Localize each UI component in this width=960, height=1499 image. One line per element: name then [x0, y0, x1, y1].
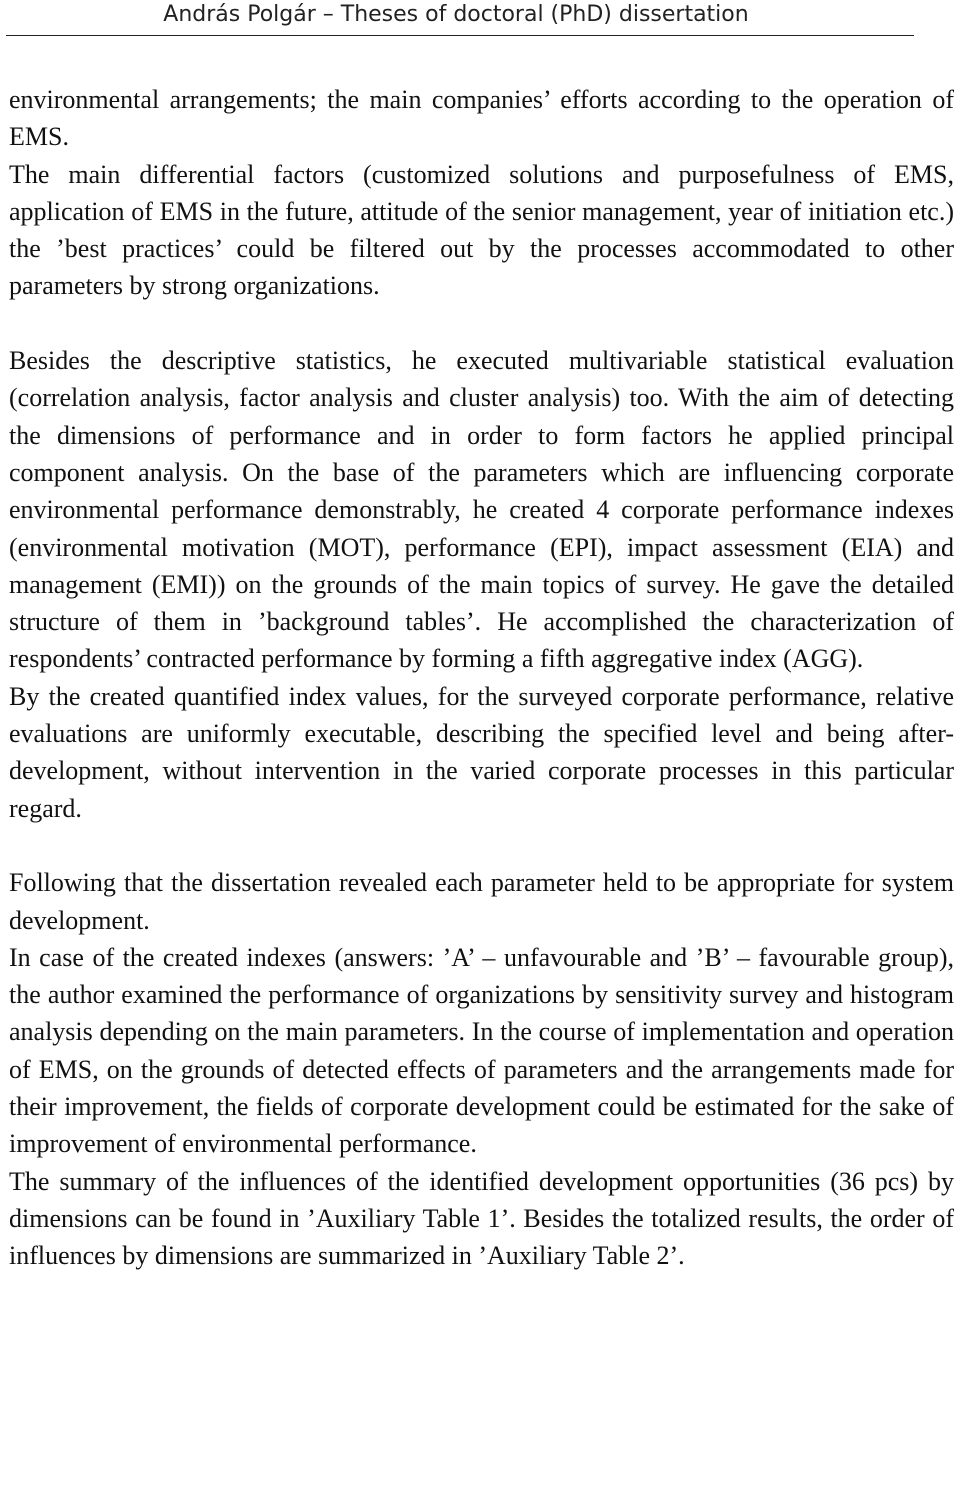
- paragraph-index-values: By the created quantified index values, for the surveyed corporate performance, relative evaluations are uniformly executable, describing the specified level and being after-development, without intervention in the varied corporate processes in this particular regard.: [9, 681, 954, 823]
- paragraph-ems-efforts: environmental arrangements; the main companies’ efforts according to the operation of EMS.: [9, 85, 954, 152]
- body-text: [9, 81, 954, 1275]
- paragraph-auxiliary-tables: The summary of the influences of the identified development opportunities (36 pcs) by dimensions can be found in ’Auxiliary Table 1’. Besides the totalized results, the order of influences by dimensions are summarized in ’Auxiliary Table 2’.: [9, 1166, 954, 1271]
- header-divider: [6, 35, 914, 36]
- paragraph-parameters-appropriate: Following that the dissertation revealed each parameter held to be appropriate for system development.: [9, 868, 954, 935]
- paragraph-differential-factors: The main differential factors (customized solutions and purposefulness of EMS, application of EMS in the future, attitude of the senior management, year of initiation etc.) the ’best practices’ could be filtered out by the processes accommodated to other parameters by strong organizations.: [9, 159, 954, 301]
- running-header-title: András Polgár – Theses of doctoral (PhD) dissertation: [163, 2, 749, 27]
- paragraph-sensitivity-survey: In case of the created indexes (answers: ’A’ – unfavourable and ’B’ – favourable group), the author examined the performance of organizations by sensitivity survey and histogram analysis depending on the main parameters. In the course of implementation and operation of EMS, on the grounds of detected effects of parameters and the arrangements made for their improvement, the fields of corporate development could be estimated for the sake of improvement of environmental performance.: [9, 942, 954, 1159]
- page-header: [0, 0, 960, 38]
- paragraph-statistical-evaluation: Besides the descriptive statistics, he executed multivariable statistical evaluation (correlation analysis, factor analysis and cluster analysis) too. With the aim of detecting the dimensions of performance and in order to form factors he applied principal component analysis. On the base of the parameters which are influencing corporate environmental performance demonstrably, he created 4 corporate performance indexes (environmental motivation (MOT), performance (EPI), impact assessment (EIA) and management (EMI)) on the grounds of the main topics of survey. He gave the detailed structure of them in ’background tables’. He accomplished the characterization of respondents’ contracted performance by forming a fifth aggregative index (AGG).: [9, 346, 954, 674]
